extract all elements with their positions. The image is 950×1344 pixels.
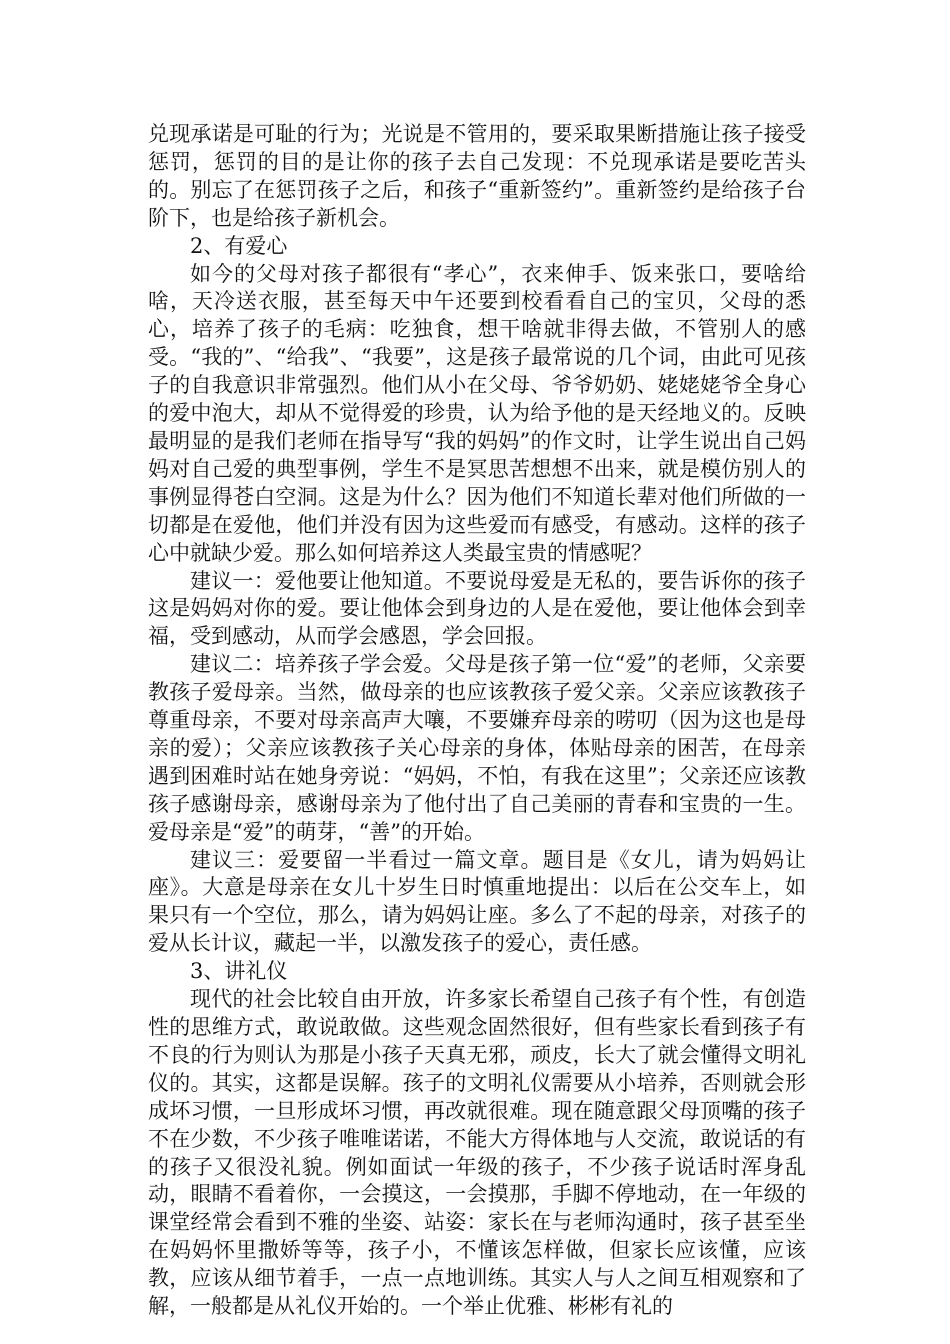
section-heading-love: 2、有爱心 xyxy=(190,233,288,258)
paragraph-suggestion-three: 建议三：爱要留一半看过一篇文章。题目是《女儿，请为妈妈让座》。大意是母亲在女儿十岁生日时慎重地提出：以后在公交车上，如果只有一个空位，那么，请为妈妈让座。多么了不起的母亲，对孩子的爱从长计议，藏起一半，以激发孩子的爱心，责任感。 xyxy=(148,847,806,956)
section-heading-etiquette: 3、讲礼仪 xyxy=(190,959,288,984)
paragraph-love-intro: 如今的父母对孩子都很有“孝心”，衣来伸手、饭来张口，要啥给啥，天冷送衣服，甚至每天中午还要到校看看自己的宝贝，父母的悉心，培养了孩子的毛病：吃独食，想干啥就非得去做，不管别人的感受。“我的”、“给我”、“我要”，这是孩子最常说的几个词，由此可见孩子的自我意识非常强烈。他们从小在父母、爷爷奶奶、姥姥姥爷全身心的爱中泡大，却从不觉得爱的珍贵，认为给予他的是天经地义的。反映最明显的是我们老师在指导写“我的妈妈”的作文时，让学生说出自己妈妈对自己爱的典型事例，学生不是冥思苦想想不出来，就是模仿别人的事例显得苍白空洞。这是为什么？因为他们不知道长辈对他们所做的一切都是在爱他，他们并没有因为这些爱而有感受，有感动。这样的孩子心中就缺少爱。那么如何培养这人类最宝贵的情感呢？ xyxy=(148,261,806,565)
paragraph-suggestion-one: 建议一：爱他要让他知道。不要说母爱是无私的，要告诉你的孩子这是妈妈对你的爱。要让他体会到身边的人是在爱他，要让他体会到幸福，受到感动，从而学会感恩，学会回报。 xyxy=(148,568,806,649)
paragraph-continued: 兑现承诺是可耻的行为；光说是不管用的，要采取果断措施让孩子接受惩罚，惩罚的目的是让你的孩子去自己发现：不兑现承诺是要吃苦头的。别忘了在惩罚孩子之后，和孩子“重新签约”。重新签约是给孩子台阶下，也是给孩子新机会。 xyxy=(148,122,806,230)
document-page xyxy=(148,121,806,1321)
paragraph-suggestion-two: 建议二：培养孩子学会爱。父母是孩子第一位“爱”的老师，父亲要教孩子爱母亲。当然，做母亲的也应该教孩子爱父亲。父亲应该教孩子尊重母亲，不要对母亲高声大嚷，不要嫌弃母亲的唠叨（因为这也是母亲的爱）；父亲应该教孩子关心母亲的身体，体贴母亲的困苦，在母亲遇到困难时站在她身旁说：“妈妈，不怕，有我在这里”；父亲还应该教孩子感谢母亲，感谢母亲为了他付出了自己美丽的青春和宝贵的一生。爱母亲是“爱”的萌芽，“善”的开始。 xyxy=(148,652,806,844)
paragraph-etiquette: 现代的社会比较自由开放，许多家长希望自己孩子有个性，有创造性的思维方式，敢说敢做。这些观念固然很好，但有些家长看到孩子有不良的行为则认为那是小孩子天真无邪，顽皮，长大了就会懂得文明礼仪的。其实，这都是误解。孩子的文明礼仪需要从小培养，否则就会形成坏习惯，一旦形成坏习惯，再改就很难。现在随意跟父母顶嘴的孩子不在少数，不少孩子唯唯诺诺，不能大方得体地与人交流，敢说话的有的孩子又很没礼貌。例如面试一年级的孩子，不少孩子说话时浑身乱动，眼睛不看着你，一会摸这，一会摸那，手脚不停地动，在一年级的课堂经常会看到不雅的坐姿、站姿：家长在与老师沟通时，孩子甚至坐在妈妈怀里撒娇等等，孩子小，不懂该怎样做，但家长应该懂，应该教，应该从细节着手，一点一点地训练。其实人与人之间互相观察和了解，一般都是从礼仪开始的。一个举止优雅、彬彬有礼的 xyxy=(148,987,806,1319)
